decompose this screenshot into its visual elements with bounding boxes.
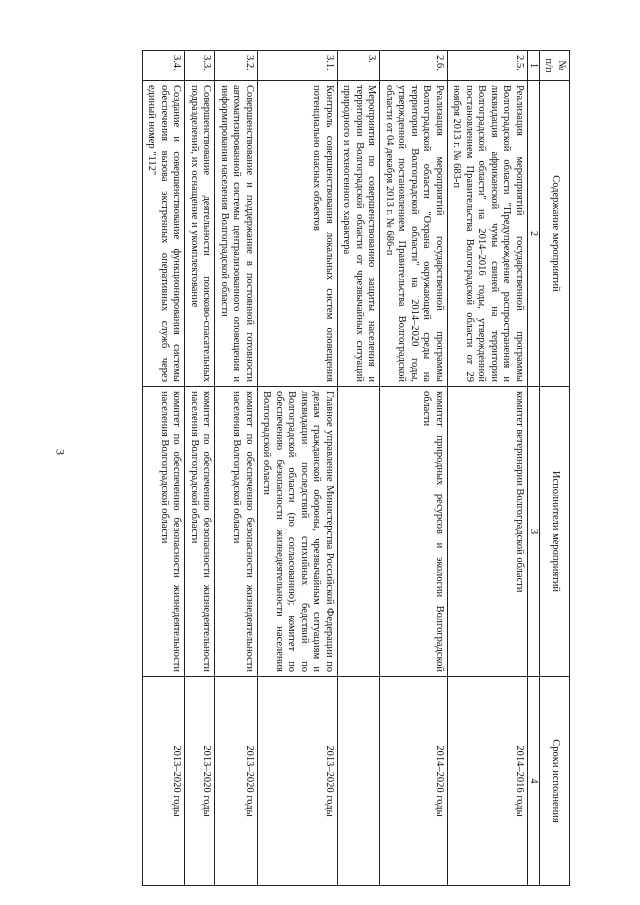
table-row — [338, 51, 381, 886]
measures-table — [142, 50, 570, 886]
row-executors — [338, 387, 381, 677]
table-row — [143, 51, 186, 886]
header-content: Содержание мероприятий — [540, 81, 570, 387]
row-number: 2.6. — [380, 51, 448, 81]
row-number: 3.2. — [215, 51, 258, 81]
column-number: 3 — [528, 387, 540, 677]
row-term — [338, 677, 381, 886]
row-content: Совершенствование деятельности поисково-спасательных подразделений, их оснащение и укомплектование — [185, 81, 215, 387]
row-term: 2014–2020 годы — [380, 677, 448, 886]
column-number: 4 — [528, 677, 540, 886]
row-executors: комитет природных ресурсов и экологии Волгоградской области — [380, 387, 448, 677]
row-executors: комитет по обеспечению безопасности жизнедеятельности населения Волгоградской области — [215, 387, 258, 677]
row-term: 2014–2016 годы — [448, 677, 528, 886]
column-number: 2 — [528, 81, 540, 387]
header-term: Сроки исполнения — [540, 677, 570, 886]
row-term: 2013–2020 годы — [143, 677, 186, 886]
row-content: Мероприятия по совершенствованию защиты населения и территории Волгоградской области от чрезвычайных ситуаций природного и техногенного характера — [338, 81, 381, 387]
header-row — [540, 51, 570, 886]
column-number-row — [528, 51, 540, 886]
table-row — [185, 51, 215, 886]
row-term: 2013–2020 годы — [258, 677, 338, 886]
row-content: Реализация мероприятий государственной программы Волгоградской области "Охрана окружающей среды на территории Волгоградской области" на 2014–2020 годы, утвержденной постановлением Правительства Волгоградской области от 04 декабря 2013 г. № 686-п — [380, 81, 448, 387]
row-number: 3. — [338, 51, 381, 81]
row-executors: комитет по обеспечению безопасности жизнедеятельности населения Волгоградской области — [143, 387, 186, 677]
row-number: 3.4. — [143, 51, 186, 81]
rotated-page — [35, 50, 570, 885]
table-row — [258, 51, 338, 886]
row-term: 2013–2020 годы — [215, 677, 258, 886]
table-row — [380, 51, 448, 886]
row-content: Контроль совершенствования локальных систем оповещения потенциально опасных объектов — [258, 81, 338, 387]
column-number: 1 — [528, 51, 540, 81]
row-content: Совершенствование и поддержание в постоянной готовности автоматизированной системы централизованного оповещения и информирования населения Волгоградской области — [215, 81, 258, 387]
row-executors: Главное управление Министерства Российской Федерации по делам гражданской обороны, чрезвычайным ситуациям и ликвидации последствий стихийных бедствий по Волгоградской области (по согласованию); комитет по обеспечению безопасности жизнедеятельности населения Волгоградской области — [258, 387, 338, 677]
header-executors: Исполнители мероприятий — [540, 387, 570, 677]
row-content: Реализация мероприятий государственной программы Волгоградской области "Предупреждение распространения и ликвидация африканской чумы свиней на территории Волгоградской области" на 2014–2016 годы, утвержденной постановлением Правительства Волгоградской области от 29 ноября 2013 г. № 683-п — [448, 81, 528, 387]
row-executors: комитет по обеспечению безопасности жизнедеятельности населения Волгоградской области — [185, 387, 215, 677]
row-executors: комитет ветеринарии Волгоградской области — [448, 387, 528, 677]
page-number: 3 — [53, 449, 68, 455]
row-number: 3.1. — [258, 51, 338, 81]
header-num: № п/п — [540, 51, 570, 81]
table-row — [448, 51, 528, 886]
row-number: 2.5. — [448, 51, 528, 81]
row-number: 3.3. — [185, 51, 215, 81]
table-row — [215, 51, 258, 886]
row-term: 2013–2020 годы — [185, 677, 215, 886]
row-content: Создание и совершенствование функционирования системы обеспечения вызова экстренных оперативных служб через единый номер "112" — [143, 81, 186, 387]
